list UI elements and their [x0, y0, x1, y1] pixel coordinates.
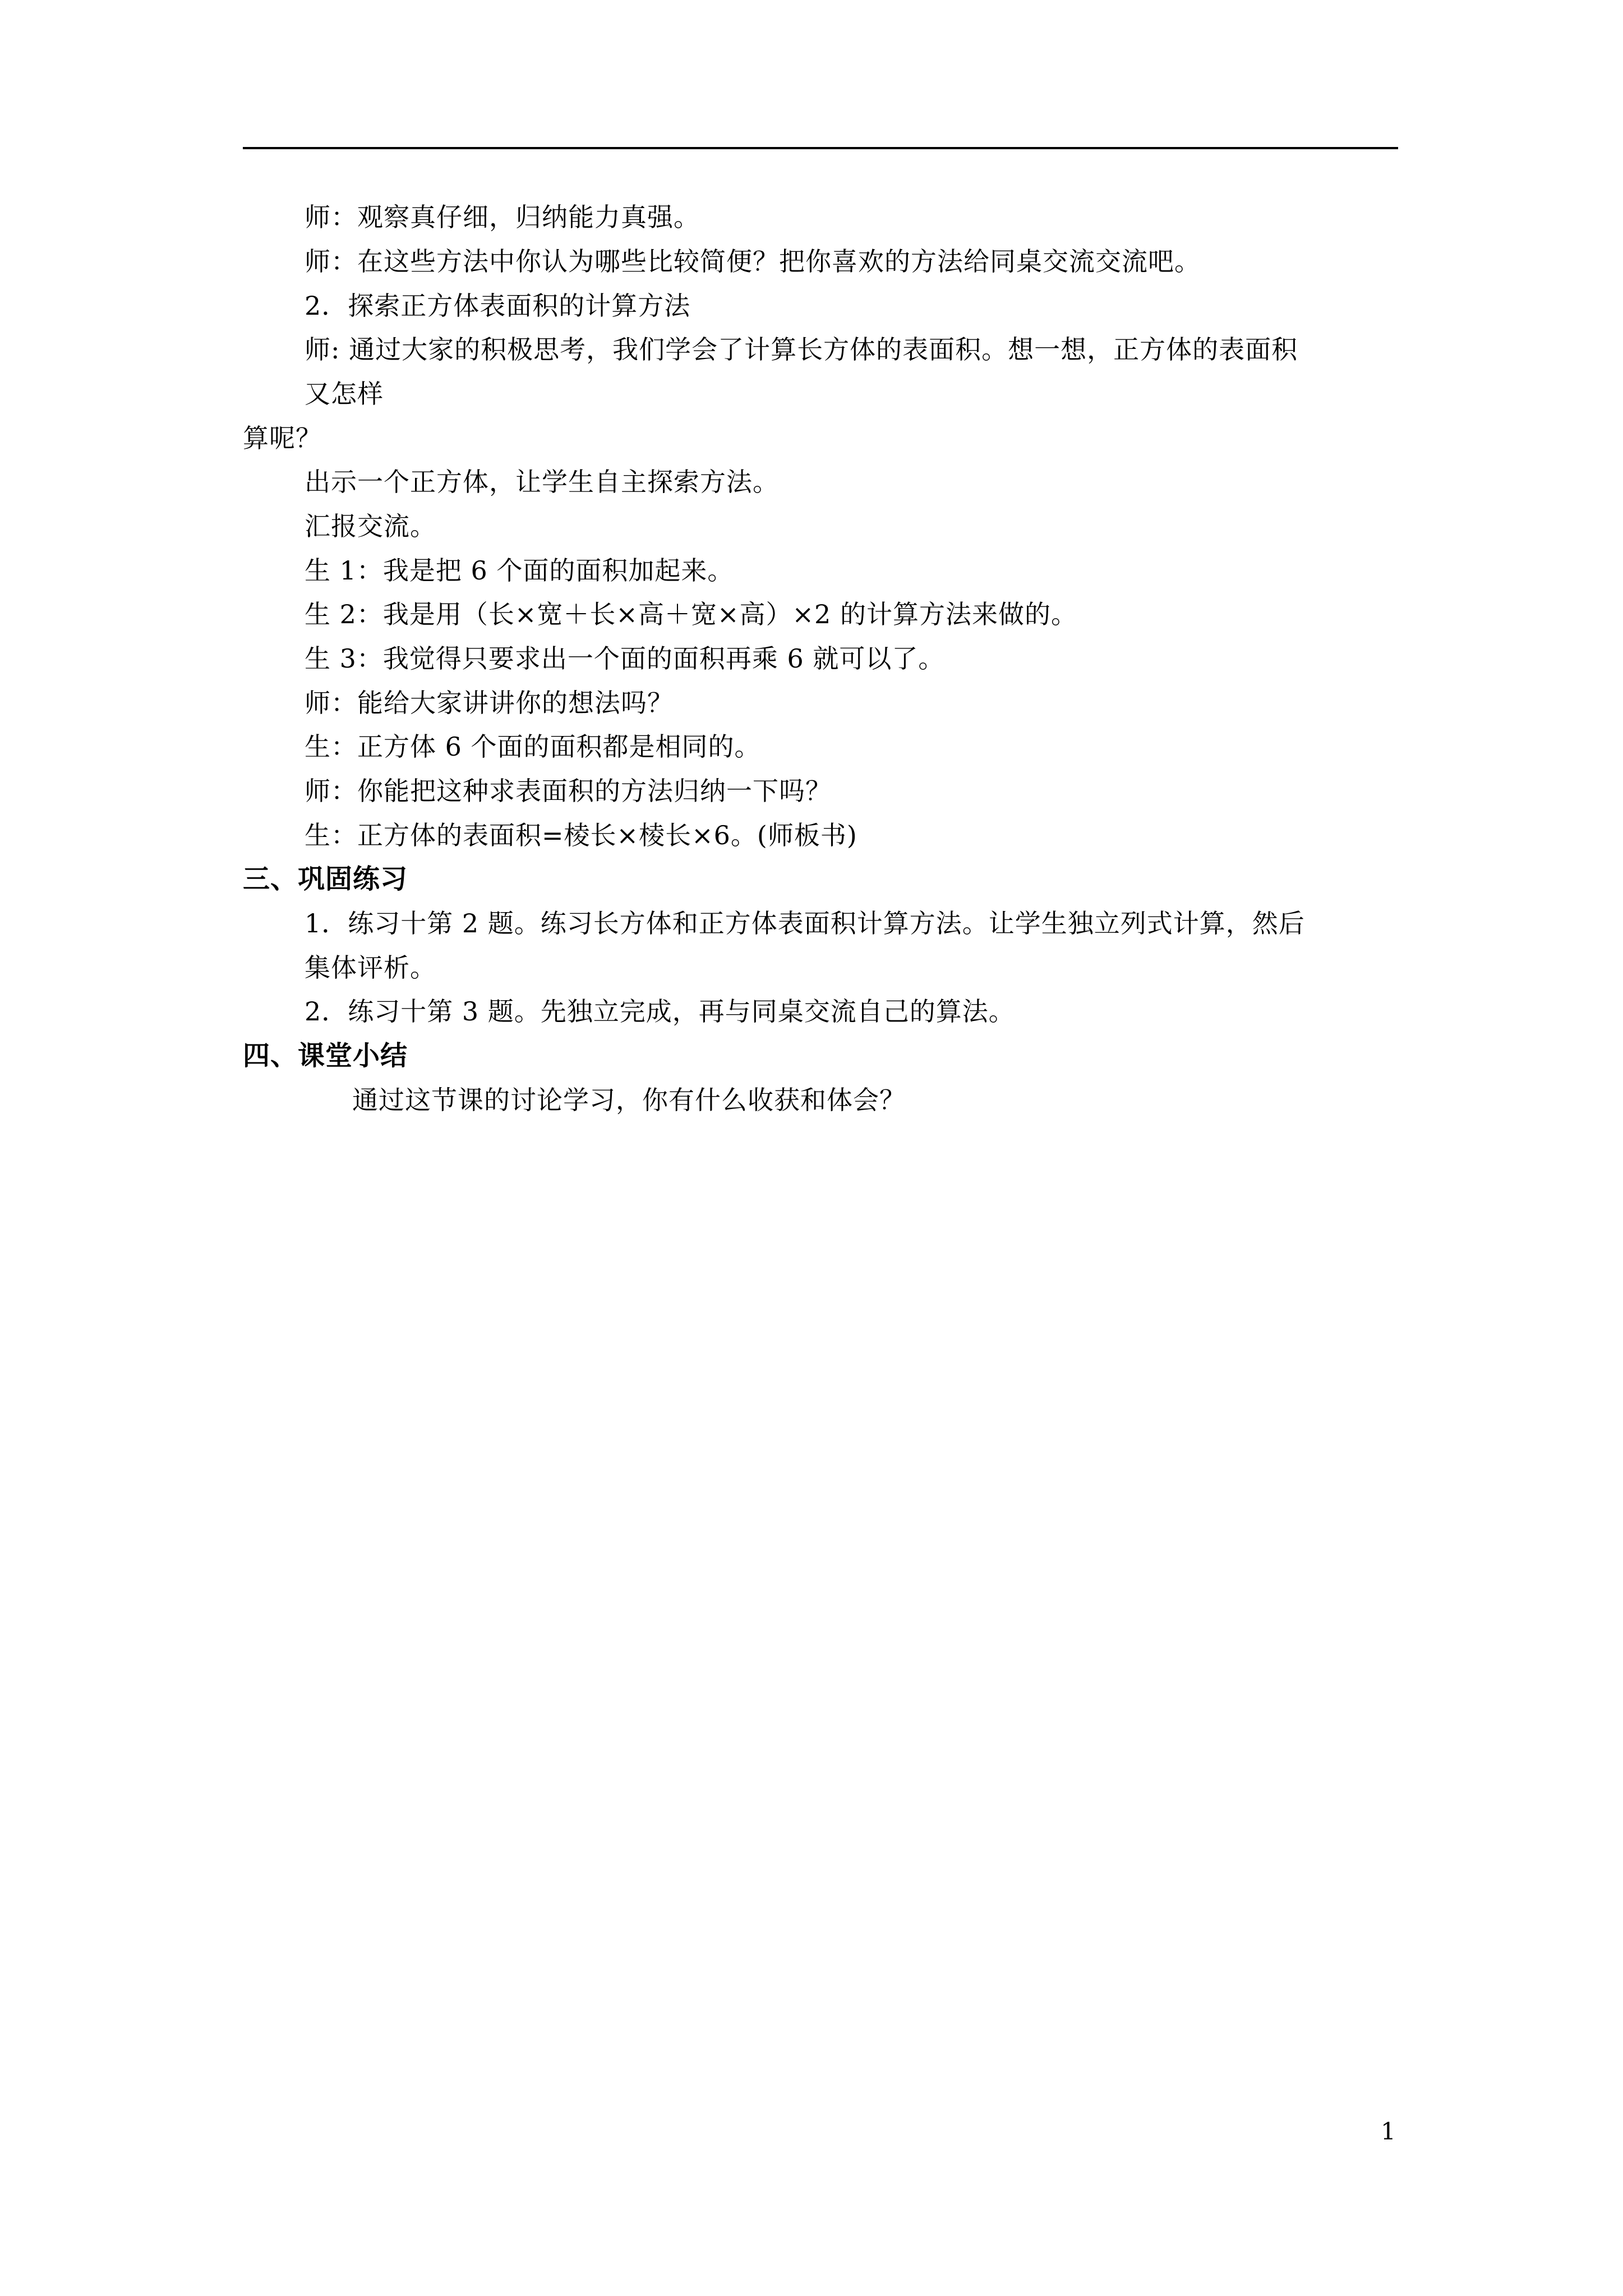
paragraph-line: 生：正方体的表面积=棱长×棱长×6。(师板书) — [305, 820, 857, 850]
paragraph-line: 生：正方体 6 个面的面积都是相同的。 — [305, 731, 761, 762]
paragraph-line: 生 3：我觉得只要求出一个面的面积再乘 6 就可以了。 — [305, 643, 945, 674]
paragraph-line: 1．练习十第 2 题。练习长方体和正方体表面积计算方法。让学生独立列式计算，然后 — [305, 908, 1305, 938]
paragraph-line: 集体评析。 — [305, 953, 436, 983]
paragraph-line: 通过这节课的讨论学习，你有什么收获和体会？ — [352, 1085, 906, 1115]
section-heading: 三、巩固练习 — [243, 863, 408, 895]
header-rule — [243, 147, 1398, 149]
paragraph-line: 生 2：我是用（长×宽＋长×高＋宽×高）×2 的计算方法来做的。 — [305, 599, 1077, 629]
paragraph-line: 2．练习十第 3 题。先独立完成，再与同桌交流自己的算法。 — [305, 996, 1015, 1027]
paragraph-line: 师：你能把这种求表面积的方法归纳一下吗？ — [305, 776, 832, 806]
paragraph-line: 师：在这些方法中你认为哪些比较简便？把你喜欢的方法给同桌交流交流吧。 — [305, 246, 1201, 277]
paragraph-line: 又怎样 — [305, 379, 384, 409]
section-heading: 四、课堂小结 — [243, 1040, 408, 1071]
subsection-heading: 2．探索正方体表面积的计算方法 — [305, 291, 691, 321]
paragraph-line: 汇报交流。 — [305, 511, 436, 541]
paragraph-line: 师: 通过大家的积极思考，我们学会了计算长方体的表面积。想一想，正方体的表面积 — [305, 334, 1298, 365]
paragraph-line: 出示一个正方体，让学生自主探索方法。 — [305, 467, 779, 497]
page-number: 1 — [1381, 2118, 1396, 2145]
paragraph-line: 算呢？ — [243, 423, 322, 453]
paragraph-line: 师：能给大家讲讲你的想法吗？ — [305, 688, 674, 718]
paragraph-line: 师：观察真仔细，归纳能力真强。 — [305, 202, 700, 232]
paragraph-line: 生 1：我是把 6 个面的面积加起来。 — [305, 555, 734, 586]
